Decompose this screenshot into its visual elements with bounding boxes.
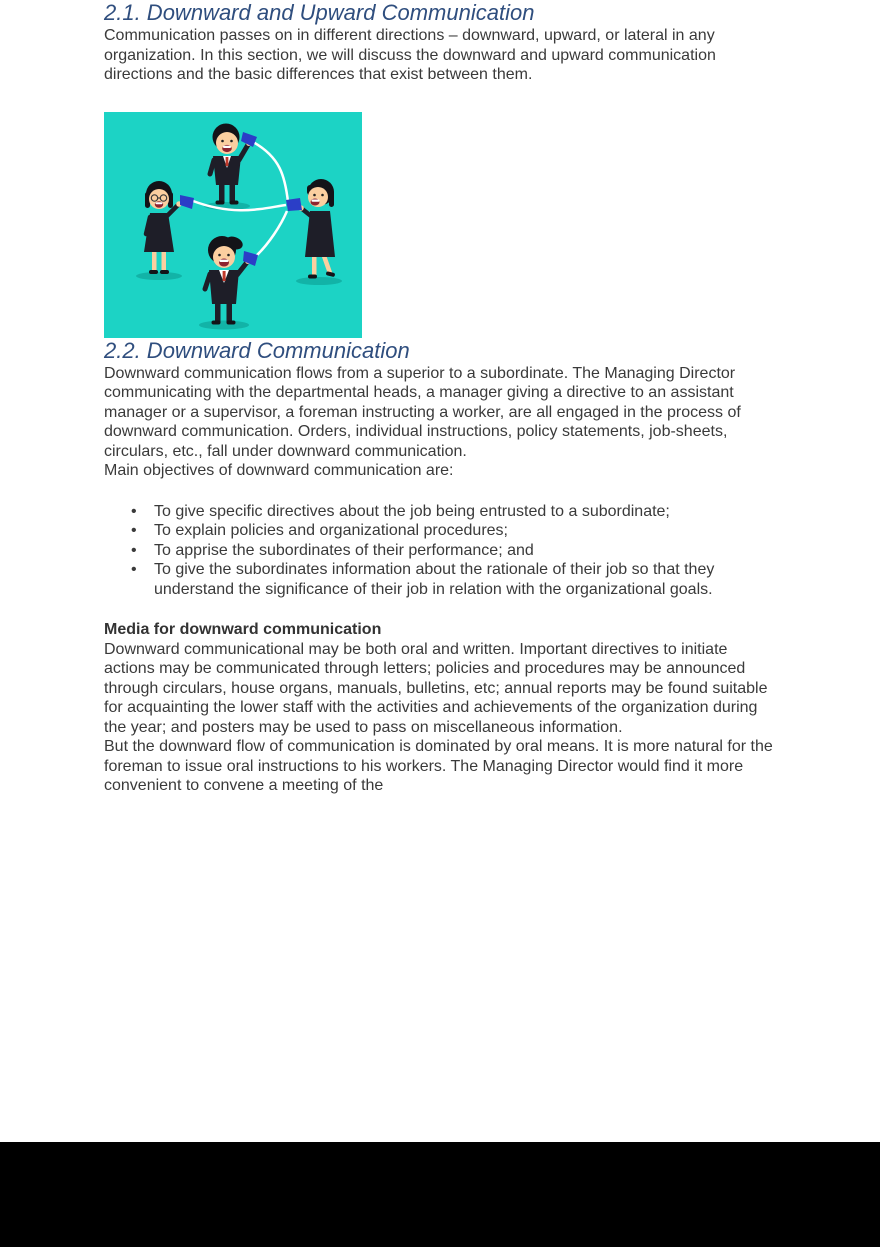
objectives-list-item [154, 502, 780, 522]
paragraph-media-written: Downward communicational may be both oral and written. Important directives to initiate actions may be communicated through letters; policies and procedures may be announced through circulars, house organs, manuals, bulletins, etc; annual reports may be found suitable for acquainting the lower staff with the activities and achievements of the organization during the year; and posters may be used to pass on miscellaneous information. [104, 640, 768, 736]
objectives-list [104, 502, 780, 600]
objectives-list-item [154, 521, 780, 541]
cup-phone-illustration [104, 112, 362, 338]
paragraph-intro: Communication passes on in different directions – downward, upward, or lateral in any organization. In this section, we will discuss the downward and upward communication directions and the basic differences that exist between them. [104, 27, 716, 83]
paragraph-objectives-intro: Main objectives of downward communication are: [104, 462, 454, 479]
objectives-list-item [154, 541, 780, 561]
paragraph-downward-definition: Downward communication flows from a superior to a subordinate. The Managing Director communicating with the departmental heads, a manager giving a directive to an assistant manager or a supervisor, a foreman instructing a worker, are all engaged in the process of downward communication. Orders, individual instructions, policy statements, job-sheets, circulars, etc., fall under downward communication. [104, 364, 741, 460]
objectives-list-item-text: To give the subordinates information about the rationale of their job so that they understand the significance of their job in relation with the organizational goals. [154, 561, 715, 598]
media-subheading: Media for downward communication [104, 621, 382, 638]
section-heading-2-1: 2.1. Downward and Upward Communication [104, 0, 535, 25]
objectives-list-item-text: To give specific directives about the job being entrusted to a subordinate; [154, 502, 670, 520]
paragraph-media-oral: But the downward flow of communication is dominated by oral means. It is more natural for the foreman to issue oral instructions to his workers. The Managing Director would find it more convenient to convene a meeting of the [104, 738, 773, 794]
objectives-list-item [154, 560, 780, 599]
bottom-black-bar [0, 1142, 880, 1247]
objectives-list-item-text: To apprise the subordinates of their performance; and [154, 541, 534, 559]
objectives-list-item-text: To explain policies and organizational procedures; [154, 522, 508, 539]
cup-phone-illustration-svg [104, 112, 362, 338]
document-content [104, 0, 780, 796]
section-heading-2-2: 2.2. Downward Communication [104, 337, 410, 363]
